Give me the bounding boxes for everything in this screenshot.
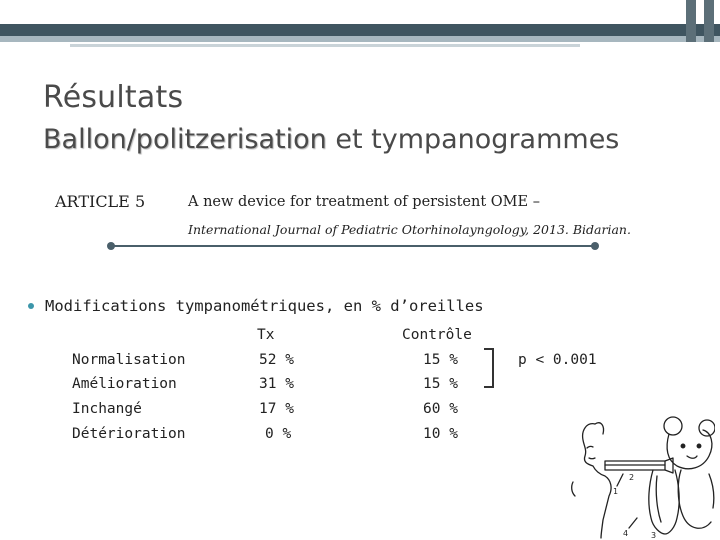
- subtitle-emphasis: Ballon/politzerisation: [43, 124, 327, 155]
- illustration-label: 1: [613, 487, 619, 496]
- tx-value: 31 %: [259, 376, 294, 392]
- illustration-label: 2: [629, 473, 635, 482]
- tx-value: 17 %: [259, 401, 294, 417]
- bullet-text: Modifications tympanométriques, en % d’oreilles: [45, 297, 484, 315]
- control-value: 15 %: [423, 352, 458, 368]
- divider-endpoint-dot: [591, 242, 599, 250]
- p-value: p < 0.001: [518, 352, 597, 368]
- header-accent-block: [704, 0, 714, 42]
- divider-endpoint-dot: [107, 242, 115, 250]
- row-label: Détérioration: [72, 426, 186, 442]
- illustration-label: 4: [623, 529, 629, 538]
- bullet-dot: [28, 303, 34, 309]
- control-value: 10 %: [423, 426, 458, 442]
- tx-value: 0 %: [265, 426, 292, 442]
- column-header-tx: Tx: [257, 327, 275, 343]
- header-band-light: [0, 36, 720, 42]
- row-label: Normalisation: [72, 352, 186, 368]
- header-band-dark: [0, 24, 720, 36]
- subtitle-rest: et tympanogrammes: [326, 124, 620, 155]
- article-title: A new device for treatment of persistent OME –: [188, 194, 540, 210]
- column-header-control: Contrôle: [402, 327, 472, 343]
- significance-bracket: [484, 348, 494, 388]
- control-value: 60 %: [423, 401, 458, 417]
- header-underline: [70, 44, 580, 47]
- article-journal: International Journal of Pediatric Otorhinolayngology, 2013. Bidarian.: [188, 222, 631, 237]
- row-label: Inchangé: [72, 401, 142, 417]
- slide-title: Résultats: [43, 80, 184, 115]
- illustration-label: 3: [651, 531, 657, 540]
- control-value: 15 %: [423, 376, 458, 392]
- slide-subtitle: [43, 124, 619, 155]
- tx-value: 52 %: [259, 352, 294, 368]
- header-accent-block: [686, 0, 696, 42]
- balloon-autoinflation-sketch-icon: [565, 412, 715, 540]
- article-label: ARTICLE 5: [55, 192, 146, 211]
- divider-line: [110, 245, 596, 247]
- row-label: Amélioration: [72, 376, 177, 392]
